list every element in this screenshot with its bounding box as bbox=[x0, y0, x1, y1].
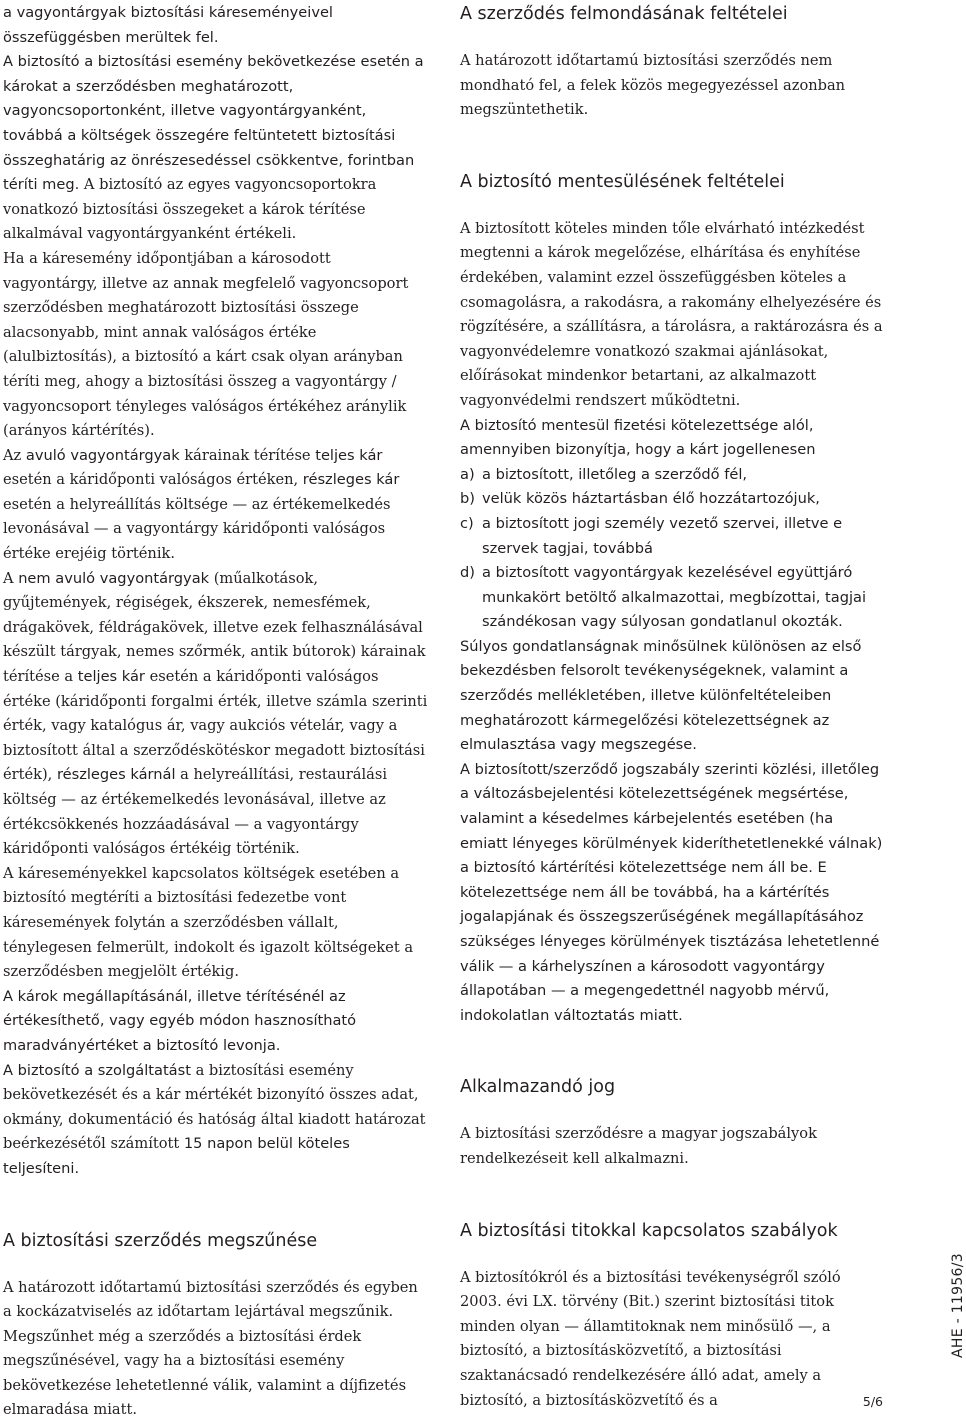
list-item: d) a biztosított vagyontárgyak kezelésével együttjáró munkakört betöltő alkalmazottai, megbízottai, tagjai szándékosan vagy súlyosan gondatlanul okozták. bbox=[460, 561, 885, 635]
page-number: 5/6 bbox=[863, 1394, 883, 1409]
left-column bbox=[3, 0, 428, 1423]
paragraph-underinsurance: Ha a káresemény időpontjában a károsodott vagyontárgy, illetve az annak megfelelő vagyoncsoport szerződésben meghatározott biztosítási összege alacsonyabb, mint annak valóságos értéke (alulbiztosítás), a biztosító a kárt csak olyan arányban téríti meg, ahogy a biztosítási összeg a vagyontárgy / vagyoncsoport tényleges valóságos értékéhez aránylik (arányos kártérítés). bbox=[3, 247, 428, 444]
paragraph-exemption: A biztosító mentesül fizetési kötelezettsége alól, amennyiben bizonyítja, hogy a kárt jogellenesen bbox=[460, 414, 885, 463]
heading-cancellation-conditions: A szerződés felmondásának feltételei bbox=[460, 2, 885, 26]
heading-contract-termination: A biztosítási szerződés megszűnése bbox=[3, 1229, 428, 1253]
emphasis-term: teljes kár bbox=[78, 668, 145, 685]
emphasis-term: nem avuló vagyontárgyak bbox=[18, 570, 209, 587]
emphasis-term: teljes kár bbox=[315, 447, 382, 464]
paragraph-payment-deadline: A biztosító a szolgáltatást a biztosítási esemény bekövetkezését és a kár mértékét bizonyító összes adat, okmány, dokumentáció és hatóság által kiadott határozat beérkezésétől számított 15 napon belül köteles teljesíteni. bbox=[3, 1059, 428, 1182]
emphasis-term: részleges kár bbox=[303, 471, 400, 488]
paragraph-depreciating-assets: Az avuló vagyontárgyak kárainak térítése teljes kár esetén a káridőponti valóságos értéken, részleges kár esetén a helyreállítás költsége — az értékemelkedés levonásával — a vagyontárgy káridőponti valóságos értéke erejéig történik. bbox=[3, 444, 428, 567]
paragraph-compensation bbox=[3, 50, 428, 247]
list-item: b) velük közös háztartásban élő hozzátartozójuk, bbox=[460, 487, 885, 512]
heading-insurance-secrecy: A biztosítási titokkal kapcsolatos szabályok bbox=[460, 1219, 885, 1243]
paragraph-residual-value: A károk megállapításánál, illetve térítésénél az értékesíthető, vagy egyéb módon hasznosítható maradványértéket a biztosító levonja. bbox=[3, 985, 428, 1059]
paragraph-costs: A káreseményekkel kapcsolatos költségek esetében a biztosító megtéríti a biztosítási fedezetbe vont káresemények folytán a szerződésben vállalt, ténylegesen felmerült, indokolt és igazolt költségeket a szerződésben megjelölt értékig. bbox=[3, 862, 428, 985]
exemption-list bbox=[460, 463, 885, 635]
heading-exemption-conditions: A biztosító mentesülésének feltételei bbox=[460, 170, 885, 194]
heading-applicable-law: Alkalmazandó jog bbox=[460, 1075, 885, 1099]
paragraph-non-depreciating-assets: A nem avuló vagyontárgyak (műalkotások, gyűjtemények, régiségek, ékszerek, nemesfémek, drágakövek, féldrágakövek, illetve ezek felhasználásával készült tárgyak, nemes szőrmék, antik bútorok) kárainak térítése a teljes kár esetén a káridőponti valóságos értéke (káridőponti forgalmi érték, illetve számla szerinti érték, vagy katalógus ár, vagy aukciós vételár, vagy a biztosított által a szerződéskötéskor megadott biztosítási érték), részleges kárnál a helyreállítási, restaurálási költség — az értékemelkedés levonásával, illetve az értékcsökkenés hozzáadásával — a vagyontárgy káridőponti valóságos értékéig történik. bbox=[3, 567, 428, 862]
paragraph-continuation: a vagyontárgyak biztosítási káreseményeivel összefüggésben merültek fel. bbox=[3, 1, 428, 50]
list-item: c) a biztosított jogi személy vezető szervei, illetve e szervek tagjai, továbbá bbox=[460, 512, 885, 561]
emphasis-term: 15 napon belül köteles teljesíteni. bbox=[3, 1135, 350, 1177]
paragraph-gross-negligence: Súlyos gondatlanságnak minősülnek különösen az első bekezdésben felsorolt tevékenységeknek, valamint a szerződés mellékletében, illetve különfeltételeiben meghatározott kármegelőzési kötelezettségnek az elmulasztása vagy megszegése. bbox=[460, 635, 885, 758]
document-code: AHE - 11956/3 bbox=[950, 1253, 966, 1358]
list-item: a) a biztosított, illetőleg a szerződő fél, bbox=[460, 463, 885, 488]
paragraph-insured-obligations: A biztosított köteles minden tőle elvárható intézkedést megtenni a károk megelőzése, elhárítása és enyhítése érdekében, valamint ezzel összefüggésben köteles a csomagolásra, a rakodásra, a rakomány elhelyezésére és rögzítésére, a szállításra, a tárolásra, a raktározásra és a vagyonvédelemre vonatkozó szakmai ajánlásokat, előírásokat mindenkor betartani, az alkalmazott vagyonvédelmi rendszert működtetni. bbox=[460, 217, 885, 414]
right-column bbox=[460, 0, 885, 1413]
paragraph-termination: A határozott időtartamú biztosítási szerződés és egyben a kockázatviselés az időtartam lejártával megszűnik. Megszűnhet még a szerződés a biztosítási érdek megszűnésével, vagy ha a biztosítási esemény bekövetkezése lehetetlenné válik, valamint a díjfizetés elmaradása miatt. bbox=[3, 1276, 428, 1423]
emphasis-term: avuló vagyontárgyak bbox=[26, 447, 180, 464]
compensation-rule-text: A biztosító a biztosítási esemény bekövetkezése esetén a károkat a szerződésben meghatározott, vagyoncsoportonként, illetve vagyontárgyanként, továbbá a költségek összegére feltüntetett biztosítási összeghatárig az önrészesedéssel csökkentve, forintban téríti meg. bbox=[3, 53, 424, 193]
paragraph-applicable-law: A biztosítási szerződésre a magyar jogszabályok rendelkezéseit kell alkalmazni. bbox=[460, 1122, 885, 1171]
valuation-rule-text: A biztosító az egyes vagyoncsoportokra vonatkozó biztosítási összegeket a károk térítése alkalmával vagyontárgyanként értékeli. bbox=[3, 176, 376, 242]
emphasis-term: részleges kárnál bbox=[57, 766, 176, 783]
paragraph-cancellation: A határozott időtartamú biztosítási szerződés nem mondható fel, a felek közös megegyezéssel azonban megszüntethetik. bbox=[460, 49, 885, 123]
paragraph-notification-duty: A biztosított/szerződő jogszabály szerinti közlési, illetőleg a változásbejelentési kötelezettségének megsértése, valamint a késedelmes kárbejelentés esetében (ha emiatt lényeges körülmények kideríthetetlenekké válnak) a biztosító kártérítési kötelezettsége nem áll be. E kötelezettsége nem áll be továbbá, ha a kártérítés jogalapjának és összegszerűségének megállapításához szükséges lényeges körülmények tisztázása lehetetlenné válik — a kárhelyszínen a károsodott vagyontárgy állapotában — a megengedettnél nagyobb mérvű, indokolatlan változtatás miatt. bbox=[460, 758, 885, 1029]
paragraph-insurance-secrecy: A biztosítókról és a biztosítási tevékenységről szóló 2003. évi LX. törvény (Bit.) szerint biztosítási titok minden olyan — államtitoknak nem minősülő —, a biztosító, a biztosításközvetítő, a biztosítási szaktanácsadó rendelkezésére álló adat, amely a biztosító, a biztosításközvetítő és a bbox=[460, 1266, 885, 1414]
emphasis-term: A biztosító a szolgáltatást bbox=[3, 1062, 191, 1079]
